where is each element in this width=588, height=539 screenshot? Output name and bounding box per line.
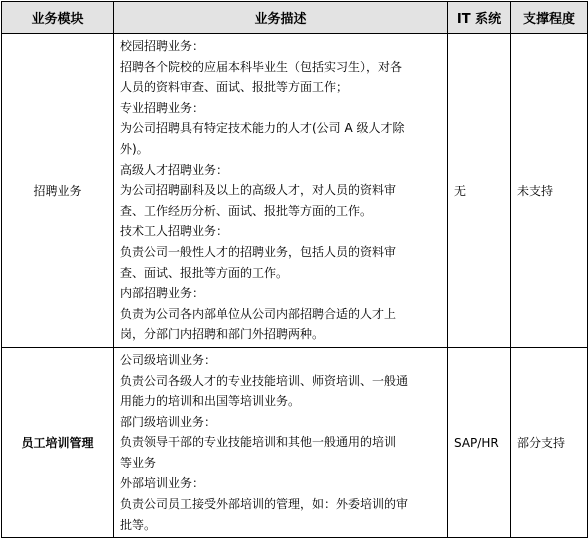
- header-support-level: 支撑程度: [511, 2, 588, 34]
- business-table: [1, 1, 588, 538]
- description-line: 部门级培训业务：: [120, 414, 217, 429]
- description-line: 为公司招聘副科及以上的高级人才，对人员的资料审: [120, 183, 397, 198]
- it-system-cell: 无: [448, 34, 511, 348]
- description-line: 查、面试、报批等方面的工作。: [120, 265, 289, 280]
- description-line: 校园招聘业务：: [120, 39, 205, 53]
- table-row: [2, 34, 588, 348]
- description-line: 用能力的培训和出国等培训业务。: [120, 394, 301, 409]
- description-cell: [114, 34, 448, 348]
- description-line: 查、工作经历分析、面试、报批等方面的工作。: [120, 203, 373, 218]
- module-cell: 员工培训管理: [2, 347, 114, 537]
- description-line: 公司级培训业务：: [120, 352, 217, 367]
- description-line: 负责公司各级人才的专业技能培训、师资培训、一般通: [120, 373, 409, 388]
- support-level-cell: 部分支持: [511, 347, 588, 537]
- description-line: 外)。: [120, 141, 149, 156]
- description-line: 负责公司员工接受外部培训的管理，如：外委培训的审: [120, 497, 409, 512]
- it-system-cell: SAP/HR: [448, 347, 511, 537]
- description-line: 技术工人招聘业务：: [120, 224, 229, 239]
- support-level-cell: 未支持: [511, 34, 588, 348]
- header-it-system: IT 系统: [448, 2, 511, 34]
- description-line: 外部培训业务：: [120, 476, 205, 491]
- module-cell: 招聘业务: [2, 34, 114, 348]
- description-line: 等业务: [120, 455, 157, 470]
- table-row: [2, 347, 588, 537]
- description-line: 批等。: [120, 517, 157, 532]
- header-row: [2, 2, 588, 34]
- description-cell: [114, 347, 448, 537]
- description-line: 负责领导干部的专业技能培训和其他一般通用的培训: [120, 435, 397, 450]
- description-line: 内部招聘业务：: [120, 286, 205, 301]
- description-line: 专业招聘业务：: [120, 100, 205, 115]
- description-line: 岗，分部门内招聘和部门外招聘两种。: [120, 327, 325, 342]
- header-description: 业务描述: [114, 2, 448, 34]
- description-line: 招聘各个院校的应届本科毕业生（包括实习生），对各: [120, 59, 403, 74]
- description-line: 负责公司一般性人才的招聘业务，包括人员的资料审: [120, 244, 397, 259]
- description-line: 为公司招聘具有特定技术能力的人才(公司 A 级人才除: [120, 121, 405, 136]
- description-line: 高级人才招聘业务：: [120, 162, 229, 177]
- description-line: 负责为公司各内部单位从公司内部招聘合适的人才上: [120, 306, 397, 321]
- header-module: 业务模块: [2, 2, 114, 34]
- description-line: 人员的资料审查、面试、报批等方面工作；: [120, 80, 349, 95]
